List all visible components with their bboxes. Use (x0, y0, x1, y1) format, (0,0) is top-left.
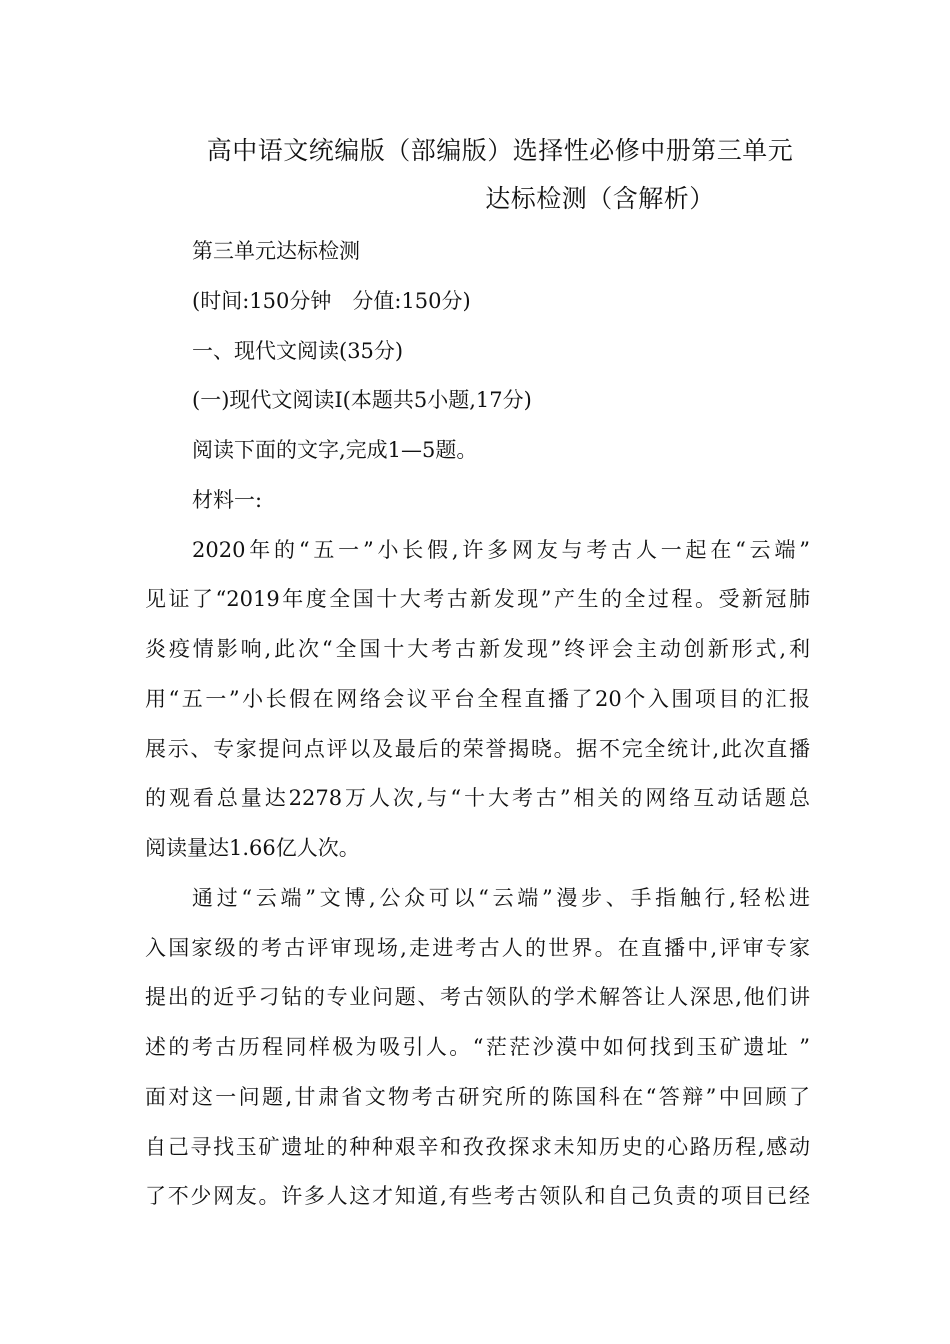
document-title-line-2: 达标检测（含解析） (485, 184, 715, 213)
paragraph-line: 述的考古历程同样极为吸引人。“茫茫沙漠中如何找到玉矿遗址 ” (145, 1035, 810, 1059)
paragraph-line: 提出的近乎刁钻的专业问题、考古领队的学术解答让人深思,他们讲 (145, 985, 810, 1009)
paragraph-line: 2020年的“五一”小长假,许多网友与考古人一起在“云端” (192, 538, 810, 562)
document-title-line-1: 高中语文统编版（部编版）选择性必修中册第三单元 (206, 136, 794, 165)
paragraph-line: 的观看总量达2278万人次,与“十大考古”相关的网络互动话题总 (145, 786, 810, 810)
paragraph-line: 用“五一”小长假在网络会议平台全程直播了20个入围项目的汇报 (145, 687, 810, 711)
subpart-heading: (一)现代文阅读Ⅰ(本题共5小题,17分) (192, 388, 532, 412)
paragraph-line: 见证了“2019年度全国十大考古新发现”产生的全过程。受新冠肺 (145, 587, 810, 611)
paragraph-line: 通过“云端”文博,公众可以“云端”漫步、手指触行,轻松进 (192, 886, 810, 910)
material-label: 材料一: (192, 488, 263, 512)
reading-instruction: 阅读下面的文字,完成1—5题。 (192, 438, 478, 462)
paragraph-line: 阅读量达1.66亿人次。 (145, 836, 360, 860)
section-heading: 第三单元达标检测 (192, 239, 360, 263)
paragraph-line: 炎疫情影响,此次“全国十大考古新发现”终评会主动创新形式,利 (145, 637, 810, 661)
exam-info: (时间:150分钟 分值:150分) (192, 289, 471, 313)
paragraph-line: 面对这一问题,甘肃省文物考古研究所的陈国科在“答辩”中回顾了 (145, 1085, 810, 1109)
part-heading: 一、现代文阅读(35分) (192, 339, 404, 363)
paragraph-line: 入国家级的考古评审现场,走进考古人的世界。在直播中,评审专家 (145, 936, 810, 960)
paragraph-line: 展示、专家提问点评以及最后的荣誉揭晓。据不完全统计,此次直播 (145, 737, 810, 761)
paragraph-line: 了不少网友。许多人这才知道,有些考古领队和自己负责的项目已经 (145, 1184, 810, 1208)
paragraph-line: 自己寻找玉矿遗址的种种艰辛和孜孜探求未知历史的心路历程,感动 (145, 1135, 810, 1159)
